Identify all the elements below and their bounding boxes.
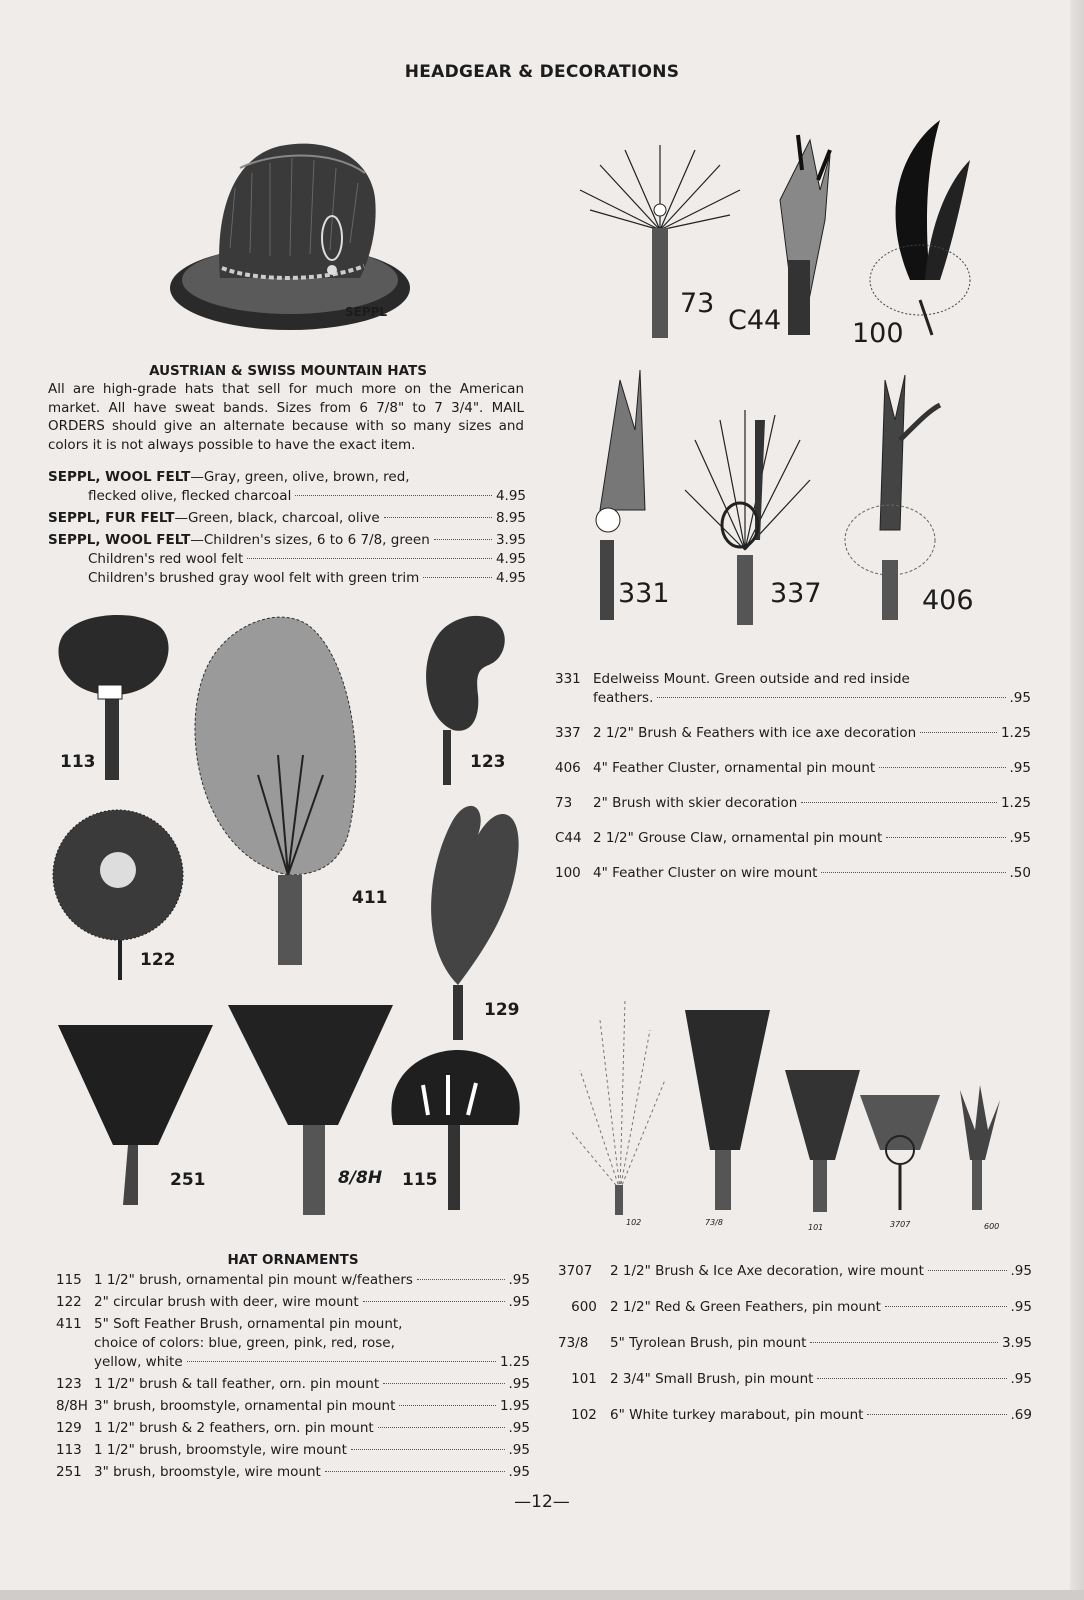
dot-leader	[817, 1378, 1006, 1379]
hat-sub-item-desc: Children's brushed gray wool felt with green trim	[88, 570, 420, 586]
decoration-desc: 4" Feather Cluster on wire mount	[593, 865, 818, 881]
ornament-desc: 1 1/2" brush & 2 feathers, orn. pin mount	[94, 1420, 374, 1436]
ornament-desc: 1 1/2" brush & tall feather, orn. pin mount	[94, 1376, 380, 1392]
decoration-row	[555, 724, 1031, 743]
dot-leader	[867, 1414, 1006, 1415]
illus-label-102: 102	[626, 1218, 642, 1227]
dot-leader	[920, 732, 997, 733]
brush-73-8-drawing	[685, 1010, 770, 1210]
page-title: HEADGEAR & DECORATIONS	[404, 62, 680, 82]
ornament-row	[56, 1419, 530, 1438]
illus-label-122: 122	[140, 950, 176, 970]
brush-code: 101	[571, 1371, 597, 1387]
ornament-price: .95	[508, 1294, 530, 1310]
dot-leader	[423, 577, 492, 578]
ornament-row	[56, 1315, 530, 1334]
decoration-code: 100	[555, 865, 581, 881]
dot-leader	[351, 1449, 505, 1450]
brush-desc: 2 1/2" Brush & Ice Axe decoration, wire mount	[610, 1263, 924, 1279]
dot-leader	[383, 1383, 504, 1384]
decoration-code: 331	[555, 671, 581, 687]
decoration-price: .95	[1009, 830, 1031, 846]
decoration-row	[555, 670, 1031, 689]
ornament-price: .95	[508, 1376, 530, 1392]
page-number: —12—	[514, 1492, 570, 1512]
ornament-code: 251	[56, 1464, 82, 1480]
decoration-price: .50	[1009, 865, 1031, 881]
hats-heading: AUSTRIAN & SWISS MOUNTAIN HATS	[149, 363, 427, 379]
dot-leader	[295, 495, 492, 496]
ornaments-heading: HAT ORNAMENTS	[227, 1252, 359, 1268]
brush-price: .69	[1010, 1407, 1032, 1423]
brush-desc: 5" Tyrolean Brush, pin mount	[610, 1335, 807, 1351]
dot-leader	[885, 1306, 1007, 1307]
ornament-row-cont	[56, 1334, 530, 1353]
decoration-row	[555, 864, 1031, 883]
hat-item-desc: —Green, black, charcoal, olive	[174, 510, 380, 526]
dot-leader	[378, 1427, 505, 1428]
hat-item-price: 4.95	[495, 488, 526, 504]
decoration-desc: 4" Feather Cluster, ornamental pin mount	[593, 760, 876, 776]
ornament-row	[56, 1397, 530, 1416]
hat-item-desc: —Children's sizes, 6 to 6 7/8, green	[190, 532, 430, 548]
hat-item-cont	[48, 487, 526, 506]
brush-code: 600	[571, 1299, 597, 1315]
dot-leader	[363, 1301, 505, 1302]
ornament-desc: 3" brush, broomstyle, ornamental pin mount	[94, 1398, 396, 1414]
ornament-row	[56, 1293, 530, 1312]
illus-label-100: 100	[852, 318, 904, 349]
decoration-row-cont	[555, 689, 1031, 708]
feather-cluster-406-drawing	[845, 375, 940, 620]
illus-label-600: 600	[984, 1222, 1000, 1231]
decoration-desc: 2" Brush with skier decoration	[593, 795, 798, 811]
ornament-desc: 3" brush, broomstyle, wire mount	[94, 1464, 321, 1480]
dot-leader	[810, 1342, 998, 1343]
brush-desc: 2 1/2" Red & Green Feathers, pin mount	[610, 1299, 881, 1315]
brush-600-drawing	[960, 1085, 1000, 1210]
decoration-desc: 2 1/2" Brush & Feathers with ice axe decoration	[593, 725, 917, 741]
illus-label-337: 337	[770, 578, 822, 609]
hat-sub-item	[48, 569, 526, 588]
ornament-desc: 1 1/2" brush, broomstyle, wire mount	[94, 1442, 347, 1458]
ornament-code: 411	[56, 1316, 82, 1332]
brushes-price-list	[558, 1262, 1032, 1425]
hat-item-name: SEPPL, WOOL FELT	[48, 469, 191, 485]
brushes-illustration	[560, 990, 1020, 1220]
illus-label-8-8h: 8/8H	[338, 1168, 383, 1188]
brush-row	[558, 1298, 1032, 1317]
illus-label-101: 101	[808, 1223, 824, 1232]
ornament-desc-cont: choice of colors: blue, green, pink, red, rose,	[94, 1335, 395, 1351]
brush-row	[558, 1406, 1032, 1425]
ornament-code: 129	[56, 1420, 82, 1436]
hat-ornaments-illustration	[48, 605, 538, 1235]
brush-code: 3707	[558, 1263, 593, 1279]
brush-101-drawing	[785, 1070, 860, 1212]
ornament-price: .95	[508, 1420, 530, 1436]
hat-sub-item-desc: Children's red wool felt	[88, 551, 244, 567]
brush-price: .95	[1010, 1299, 1032, 1315]
hat-item-desc-cont: flecked olive, flecked charcoal	[88, 488, 292, 504]
brush-102-drawing	[570, 1000, 665, 1215]
ornament-row	[56, 1441, 530, 1460]
ornaments-price-list	[56, 1271, 530, 1482]
hat-item	[48, 531, 526, 550]
ornament-desc-cont: yellow, white	[94, 1354, 183, 1370]
hat-sub-item-price: 4.95	[495, 551, 526, 567]
decoration-code: 406	[555, 760, 581, 776]
ornament-row	[56, 1463, 530, 1482]
dot-leader	[187, 1361, 496, 1362]
hat-item-name: SEPPL, FUR FELT	[48, 510, 175, 526]
brush-desc: 2 3/4" Small Brush, pin mount	[610, 1371, 814, 1387]
brush-desc: 6" White turkey marabout, pin mount	[610, 1407, 864, 1423]
hat-caption: SEPPL	[345, 305, 388, 319]
dot-leader	[434, 539, 492, 540]
ornament-row	[56, 1375, 530, 1394]
decorations-price-list	[555, 670, 1031, 883]
ornament-code: 113	[56, 1442, 82, 1458]
decoration-code: 73	[555, 795, 573, 811]
hat-item-price: 3.95	[495, 532, 526, 548]
hat-item	[48, 509, 526, 528]
illus-label-406: 406	[922, 585, 974, 616]
ornament-row-cont	[56, 1353, 530, 1372]
hats-price-list	[48, 468, 526, 588]
illus-label-73-8: 73/8	[705, 1218, 723, 1227]
brush-row	[558, 1262, 1032, 1281]
decoration-row	[555, 794, 1031, 813]
ornament-price: 1.95	[499, 1398, 530, 1414]
ornament-price: .95	[508, 1442, 530, 1458]
ornament-price: .95	[508, 1464, 530, 1480]
hat-item-desc: —Gray, green, olive, brown, red,	[190, 469, 410, 485]
decoration-desc: 2 1/2" Grouse Claw, ornamental pin mount	[593, 830, 883, 846]
decoration-price: 1.25	[1000, 795, 1031, 811]
page-bottom-edge	[0, 1590, 1084, 1600]
illus-label-115: 115	[402, 1170, 438, 1190]
ornament-row	[56, 1271, 530, 1290]
ornament-code: 8/8H	[56, 1398, 88, 1414]
page-edge-shadow	[1070, 0, 1084, 1600]
brush-code: 102	[571, 1407, 597, 1423]
decoration-code: C44	[555, 830, 582, 846]
ornament-price: .95	[508, 1272, 530, 1288]
ornament-code: 122	[56, 1294, 82, 1310]
dot-leader	[399, 1405, 496, 1406]
brush-row	[558, 1334, 1032, 1353]
decoration-row	[555, 759, 1031, 778]
ornament-price: 1.25	[499, 1354, 530, 1370]
decorations-illustration	[580, 110, 1000, 640]
hats-intro: All are high-grade hats that sell for much more on the American market. All have sweat bands. Sizes from 6 7/8" to 7 3/4". MAIL ORDERS should give an alternate because with so many sizes and colors it is not always possible to have the exact item.	[48, 381, 524, 453]
dot-leader	[886, 837, 1005, 838]
dot-leader	[801, 802, 997, 803]
brush-price: .95	[1010, 1263, 1032, 1279]
illus-label-331: 331	[618, 578, 670, 609]
decoration-row	[555, 829, 1031, 848]
illus-label-123: 123	[470, 752, 506, 772]
dot-leader	[879, 767, 1005, 768]
brush-3707-drawing	[860, 1095, 940, 1210]
ornament-code: 123	[56, 1376, 82, 1392]
grouse-claw-c44-drawing	[780, 135, 830, 335]
hat-sub-item-price: 4.95	[495, 570, 526, 586]
illus-label-411: 411	[352, 888, 388, 908]
decoration-price: 1.25	[1000, 725, 1031, 741]
decoration-code: 337	[555, 725, 581, 741]
illus-label-73: 73	[680, 288, 715, 319]
ornament-desc: 1 1/2" brush, ornamental pin mount w/feathers	[94, 1272, 413, 1288]
illus-label-113: 113	[60, 752, 96, 772]
dot-leader	[325, 1471, 505, 1472]
dot-leader	[247, 558, 492, 559]
decoration-price: .95	[1009, 690, 1031, 706]
hat-item	[48, 468, 526, 487]
hat-sub-item	[48, 550, 526, 569]
dot-leader	[821, 872, 1005, 873]
illus-label-3707: 3707	[890, 1220, 911, 1229]
ornament-desc: 2" circular brush with deer, wire mount	[94, 1294, 359, 1310]
brush-price: .95	[1010, 1371, 1032, 1387]
ornament-desc: 5" Soft Feather Brush, ornamental pin mount,	[94, 1316, 403, 1332]
brush-73-drawing	[580, 145, 740, 338]
brush-code: 73/8	[558, 1335, 589, 1351]
illus-label-129: 129	[484, 1000, 520, 1020]
decoration-desc-cont: feathers.	[593, 690, 654, 706]
ornament-code: 115	[56, 1272, 82, 1288]
ornament-411-drawing	[195, 617, 356, 965]
hat-item-name: SEPPL, WOOL FELT	[48, 532, 191, 548]
illus-label-c44: C44	[728, 305, 782, 336]
brush-price: 3.95	[1001, 1335, 1032, 1351]
dot-leader	[417, 1279, 505, 1280]
feather-cluster-100-drawing	[870, 120, 970, 335]
dot-leader	[928, 1270, 1007, 1271]
illus-label-251: 251	[170, 1170, 206, 1190]
dot-leader	[384, 517, 492, 518]
brush-row	[558, 1370, 1032, 1389]
decoration-desc: Edelweiss Mount. Green outside and red inside	[593, 671, 910, 687]
dot-leader	[657, 697, 1005, 698]
decoration-price: .95	[1009, 760, 1031, 776]
hat-item-price: 8.95	[495, 510, 526, 526]
